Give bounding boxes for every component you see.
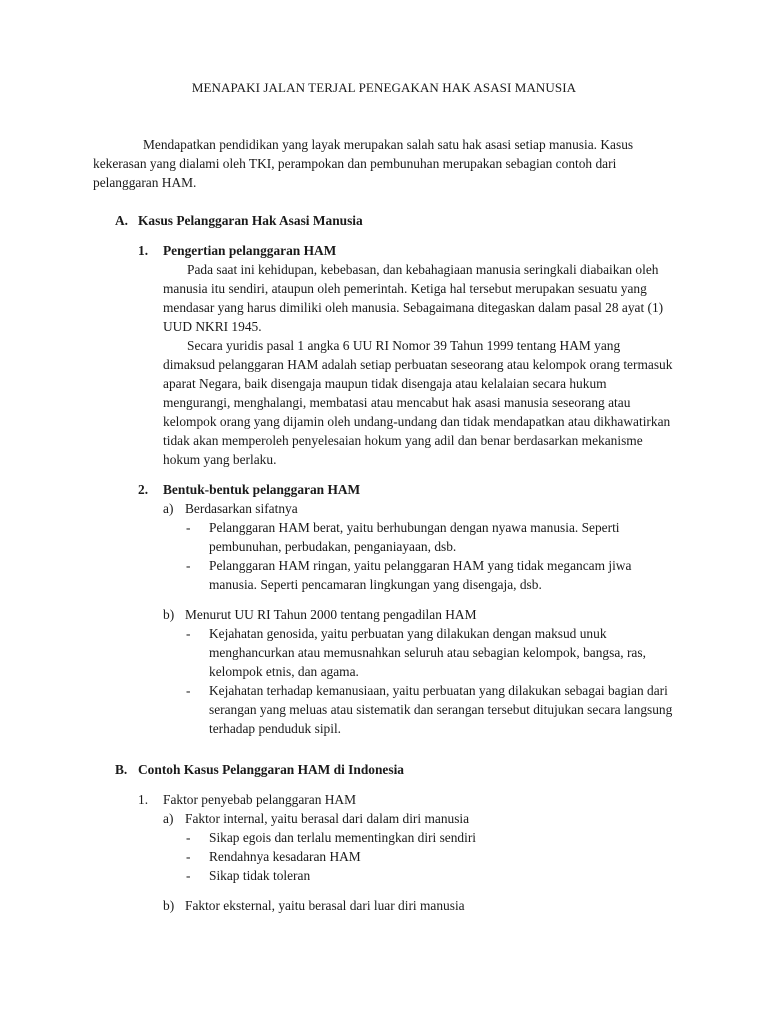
dash-marker: -: [186, 558, 191, 573]
item-b1-heading: [93, 790, 675, 809]
dash-marker: -: [186, 849, 191, 864]
intro-paragraph: Mendapatkan pendidikan yang layak merupakan salah satu hak asasi setiap manusia. Kasus kekerasan yang dialami oleh TKI, perampokan dan pembunuhan merupakan sebagian contoh dari pelanggaran HAM.: [93, 137, 634, 190]
item-a1-heading: [93, 241, 675, 260]
bullet-text: Kejahatan genosida, yaitu perbuatan yang dilakukan dengan maksud unuk menghancurkan atau memusnahkan seluruh atau sebagian kelompok, bangsa, ras, kelompok etnis, dan agama.: [209, 626, 646, 679]
item-a2-number: 2.: [138, 482, 149, 497]
item-a2-sub-b: [93, 605, 675, 624]
item-b1-number: 1.: [138, 792, 149, 807]
sub-text: Berdasarkan sifatnya: [185, 501, 298, 516]
item-a1-title: Pengertian pelanggaran HAM: [163, 243, 337, 258]
section-a-title: Kasus Pelanggaran Hak Asasi Manusia: [138, 213, 363, 228]
section-a-label: A.: [115, 213, 129, 228]
dash-marker: -: [186, 830, 191, 845]
item-b1-sub-a: [93, 809, 675, 828]
bullet-item: [93, 681, 675, 738]
sub-text: Faktor eksternal, yaitu berasal dari luar diri manusia: [185, 898, 465, 913]
item-a2-heading: [93, 480, 675, 499]
bullet-text: Pelanggaran HAM berat, yaitu berhubungan dengan nyawa manusia. Seperti pembunuhan, perbudakan, penganiayaan, dsb.: [209, 520, 620, 554]
bullet-text: Kejahatan terhadap kemanusiaan, yaitu perbuatan yang dilakukan sebagai bagian dari serangan yang meluas atau sistematik dan serangan tersebut ditujukan secara langsung terhadap penduduk sipil.: [209, 683, 673, 736]
bullet-text: Pelanggaran HAM ringan, yaitu pelanggaran HAM yang tidak megancam jiwa manusia. Seperti pencamaran lingkungan yang disengaja, dsb.: [209, 558, 632, 592]
item-b1-title: Faktor penyebab pelanggaran HAM: [163, 792, 356, 807]
sub-text: Faktor internal, yaitu berasal dari dalam diri manusia: [185, 811, 470, 826]
section-b-title: Contoh Kasus Pelanggaran HAM di Indonesia: [138, 762, 405, 777]
item-a2-sub-a: [93, 499, 675, 518]
sub-text: Menurut UU RI Tahun 2000 tentang pengadilan HAM: [185, 607, 477, 622]
bullet-text: Rendahnya kesadaran HAM: [209, 849, 361, 864]
sub-label: a): [163, 501, 174, 516]
item-a2-title: Bentuk-bentuk pelanggaran HAM: [163, 482, 361, 497]
section-b-heading: [93, 760, 675, 779]
bullet-item: [93, 847, 675, 866]
dash-marker: -: [186, 520, 191, 535]
sub-label: a): [163, 811, 174, 826]
document-title: MENAPAKI JALAN TERJAL PENEGAKAN HAK ASASI MANUSIA: [191, 80, 577, 95]
sub-label: b): [163, 607, 175, 622]
sub-label: b): [163, 898, 175, 913]
bullet-item: [93, 624, 675, 681]
section-b-label: B.: [115, 762, 128, 777]
bullet-text: Sikap egois dan terlalu mementingkan diri sendiri: [209, 830, 477, 845]
dash-marker: -: [186, 868, 191, 883]
bullet-text: Sikap tidak toleran: [209, 868, 311, 883]
dash-marker: -: [186, 626, 191, 641]
item-b1-sub-b: [93, 896, 675, 915]
section-a-heading: [93, 211, 675, 230]
bullet-item: [93, 866, 675, 885]
dash-marker: -: [186, 683, 191, 698]
bullet-item: [93, 556, 675, 594]
item-a1-paragraph-1: Pada saat ini kehidupan, kebebasan, dan kebahagiaan manusia seringkali diabaikan oleh manusia itu sendiri, ataupun oleh pemerintah. Ketiga hal tersebut merupakan sesuatu yang mendasar yang harus dimiliki oleh manusia. Sebagaimana ditegaskan dalam pasal 28 ayat (1) UUD NKRI 1945.: [163, 262, 664, 334]
bullet-item: [93, 518, 675, 556]
item-a1-number: 1.: [138, 243, 149, 258]
document-page: [93, 78, 675, 915]
item-a1-paragraph-2: Secara yuridis pasal 1 angka 6 UU RI Nomor 39 Tahun 1999 tentang HAM yang dimaksud pelanggaran HAM adalah setiap perbuatan seseorang atau kelompok orang termasuk aparat Negara, baik disengaja maupun tidak disengaja atau kelalaian secara hukum mengurangi, menghalangi, membatasi atau mencabut hak asasi manusia seseorang atau kelompok orang yang dijamin oleh undang-undang dan tidak mendapatkan atau dikhawatirkan tidak akan memperoleh penyelesaian hokum yang adil dan benar berdasarkan mekanisme hokum yang berlaku.: [163, 338, 673, 467]
bullet-item: [93, 828, 675, 847]
